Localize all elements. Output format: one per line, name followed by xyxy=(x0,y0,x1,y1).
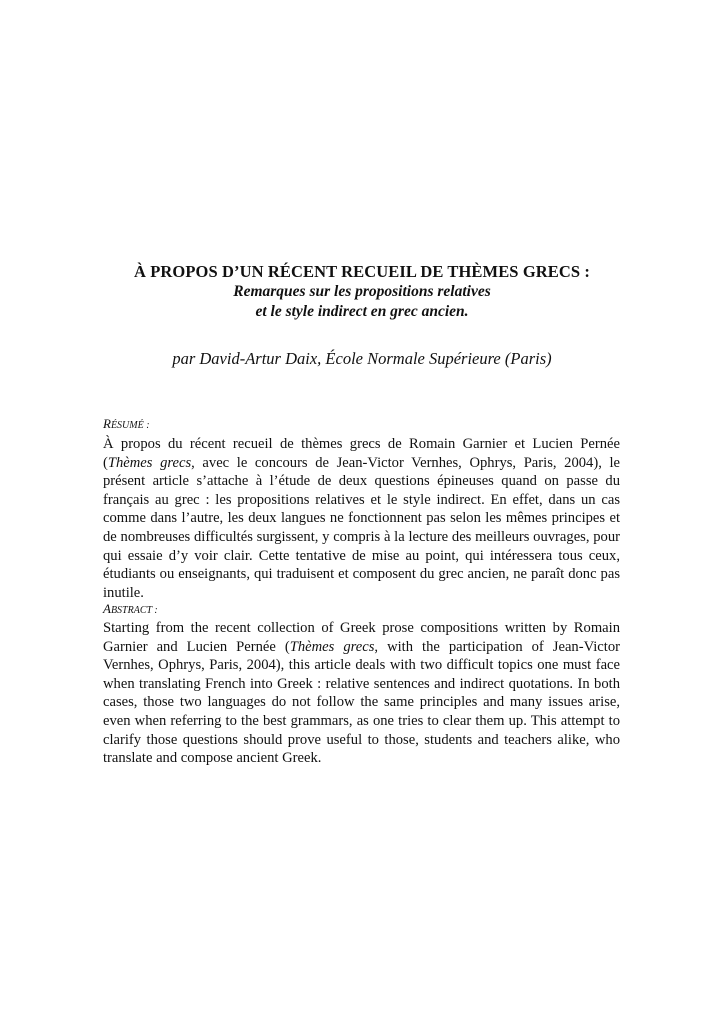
text-line xyxy=(103,454,620,473)
title-block xyxy=(0,261,724,322)
text-segment: , with the participation of Jean-Victor xyxy=(374,638,620,655)
text-segment: étudiants ou enseignants, qui traduisent et composent du grec ancien, ne paraît donc pas xyxy=(103,566,620,583)
text-segment: Garnier and Lucien Pernée ( xyxy=(103,638,290,655)
text-line xyxy=(103,565,620,584)
text-line xyxy=(103,712,620,731)
text-line xyxy=(103,675,620,694)
text-line xyxy=(103,749,620,768)
text-line xyxy=(103,638,620,657)
text-segment: inutile. xyxy=(103,584,144,601)
text-line xyxy=(103,472,620,491)
text-line xyxy=(103,491,620,510)
text-segment: présent article s’attache à l’étude de deux questions épineuses quand on passe du xyxy=(103,473,620,490)
text-segment: even when referring to the best grammars, as one tries to clear them up. This attempt to xyxy=(103,712,620,729)
text-segment: Starting from the recent collection of Greek prose compositions written by Romain xyxy=(103,620,620,636)
author-line: par David-Artur Daix, École Normale Supérieure (Paris) xyxy=(172,349,552,368)
resume-heading-initial: R xyxy=(103,416,111,431)
resume-heading xyxy=(103,416,150,434)
text-line xyxy=(103,584,620,603)
resume-paragraph xyxy=(103,435,620,602)
text-segment: qui essaie d’y voir clair. Cette tentative de mise au point, qui intéressera tous ceux, xyxy=(103,547,620,564)
abstract-heading-rest: BSTRACT : xyxy=(110,605,158,616)
text-segment: de nombreuses difficultés surgissent, y compris à la lecture des meilleurs ouvrages, pour xyxy=(103,528,620,545)
article-title: À PROPOS D’UN RÉCENT RECUEIL DE THÈMES GRECS : xyxy=(134,262,590,281)
text-segment: clarify those questions should prove useful to those, students and teachers alike, who xyxy=(103,731,620,748)
text-segment: Vernhes, Ophrys, Paris, 2004), this article deals with two difficult topics one must face xyxy=(103,657,620,674)
resume-heading-rest: ÉSUMÉ : xyxy=(110,420,150,431)
abstract-heading-initial: A xyxy=(103,601,111,616)
abstract-heading xyxy=(103,601,158,619)
italic-title-text: Thèmes grecs xyxy=(107,454,192,471)
text-line xyxy=(103,656,620,675)
text-segment: when translating French into Greek : relative sentences and indirect quotations. In both xyxy=(103,675,620,692)
text-segment: comme dans l’autre, les deux langues ne fonctionnent pas selon les mêmes principes et xyxy=(103,510,620,527)
text-segment: français au grec : les propositions relatives et le style indirect. En effet, dans un cas xyxy=(103,491,620,508)
text-segment: À propos du récent recueil de thèmes grecs de Romain Garnier et Lucien Pernée xyxy=(103,436,620,452)
text-line xyxy=(103,693,620,712)
text-line xyxy=(103,619,620,638)
text-line xyxy=(103,435,620,454)
text-line xyxy=(103,509,620,528)
text-line xyxy=(103,731,620,750)
text-line xyxy=(103,528,620,547)
text-segment: translate and compose ancient Greek. xyxy=(103,750,322,767)
text-segment: ( xyxy=(103,454,108,471)
text-segment: , avec le concours de Jean-Victor Vernhes, Ophrys, Paris, 2004), le xyxy=(191,454,620,471)
article-subtitle-line-1: Remarques sur les propositions relatives xyxy=(233,283,491,300)
italic-title-text: Thèmes grecs xyxy=(289,638,375,655)
text-line xyxy=(103,547,620,566)
text-segment: cases, those two languages do not follow the same principles and many issues arise, xyxy=(103,694,620,711)
abstract-paragraph xyxy=(103,619,620,768)
article-subtitle-line-2: et le style indirect en grec ancien. xyxy=(255,303,469,320)
